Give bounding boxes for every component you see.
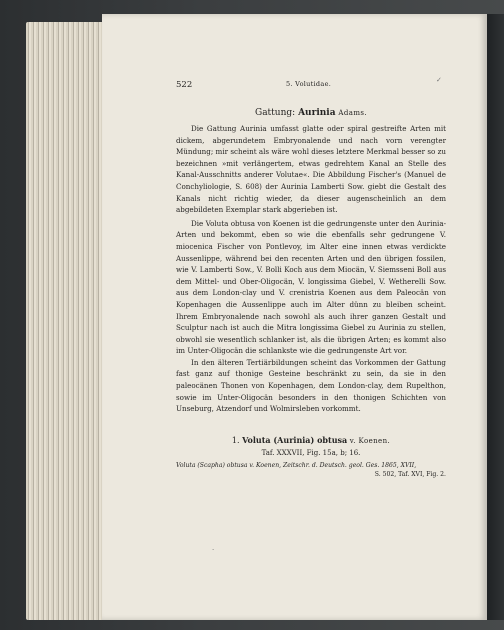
plate-reference: Taf. XXXVII, Fig. 15a, b; 16. [261,448,361,457]
citation-line-2: S. 502, Taf. XVI, Fig. 2. [374,471,446,479]
stray-mark: · [212,546,215,554]
species-name: Voluta (Aurinia) obtusa [242,434,348,445]
paragraph-2: Die Voluta obtusa von Koenen ist die gedrungenste unter den Aurinia-Arten und bekommt, eben so wie die ebenfalls sehr gedrungene V. miocenica Fischer von Pontlevoy, im Alter eine innen etwas verdickte Aussenlippe, während bei den recenten Arten und den übrigen fossilen, wie V. Lamberti Sow., V. Bolli Koch aus dem Miocän, V. Siemsseni Boll aus dem Mittel- und Ober-Oligocän, V. longissima Giebel, V. Wetherelli Sow. aus dem London-clay und V. crenistria Koenen aus dem Paleocän von Kopenhagen die Aussenlippe auch im Alter dünn zu bleiben scheint. Ihrem Embryonalende nach sowohl als auch ihrer ganzen Gestalt und Sculptur nach ist auch die Mitra longissima Giebel zu Aurinia zu stellen, obwohl sie wesentlich schlanker ist, als die übrigen Arten; es kommt also im Unter-Oligocän die schlankste wie die gedrungenste Art vor. [176,218,446,356]
citation-line-1: Voluta (Scapha) obtusa v. Koenen, Zeitschr. d. Deutsch. geol. Ges. 1865, XVII, [176,461,417,469]
species-author: v. Koenen. [349,436,391,445]
section-title: 5. Volutidae. [286,80,332,88]
paragraph-1: Die Gattung Aurinia umfasst glatte oder spiral gestreifte Arten mit dickem, abgerundetem Embryonalende und nach vorn verengter Mündung; mir scheint als wäre wohl dieses letztere Merkmal besser so zu bezeichnen »mit verlängertem, etwas gedrehtem Kanal an Stelle des Kanal-Ausschnitts anderer Volutae«. Die Abbildung Fischer's (Manuel de Conchyliologie, S. 608) der Aurinia Lamberti Sow. giebt die Gestalt des Kanals nicht richtig wieder, da dieser augenscheinlich an dem abgebildeten Exemplar stark abgerieben ist. [176,124,446,215]
species-number: 1. [231,435,240,445]
paragraph-3: In den älteren Tertiärbildungen scheint das Vorkommen der Gattung fast ganz auf thonige Gesteine beschränkt zu sein, da sie in den paleocänen Thonen von Kopenhagen, dem London-clay, dem Rupelthon, sowie im Unter-Oligocän besonders in den thonigen Schichten von Unseburg, Atzendorf und Wolmirsleben vorkommt. [176,357,446,414]
book-spine-shadow [487,14,504,620]
genus-label: Gattung: [255,108,296,118]
page-text [176,80,446,479]
margin-mark: ✓ [436,76,442,84]
genus-heading [176,108,446,118]
book-page-edges [26,22,110,620]
species-heading [176,435,446,445]
genus-author: Adams. [338,109,367,117]
running-head [176,80,446,94]
page-number: 522 [176,80,193,90]
genus-name: Aurinia [298,108,336,118]
